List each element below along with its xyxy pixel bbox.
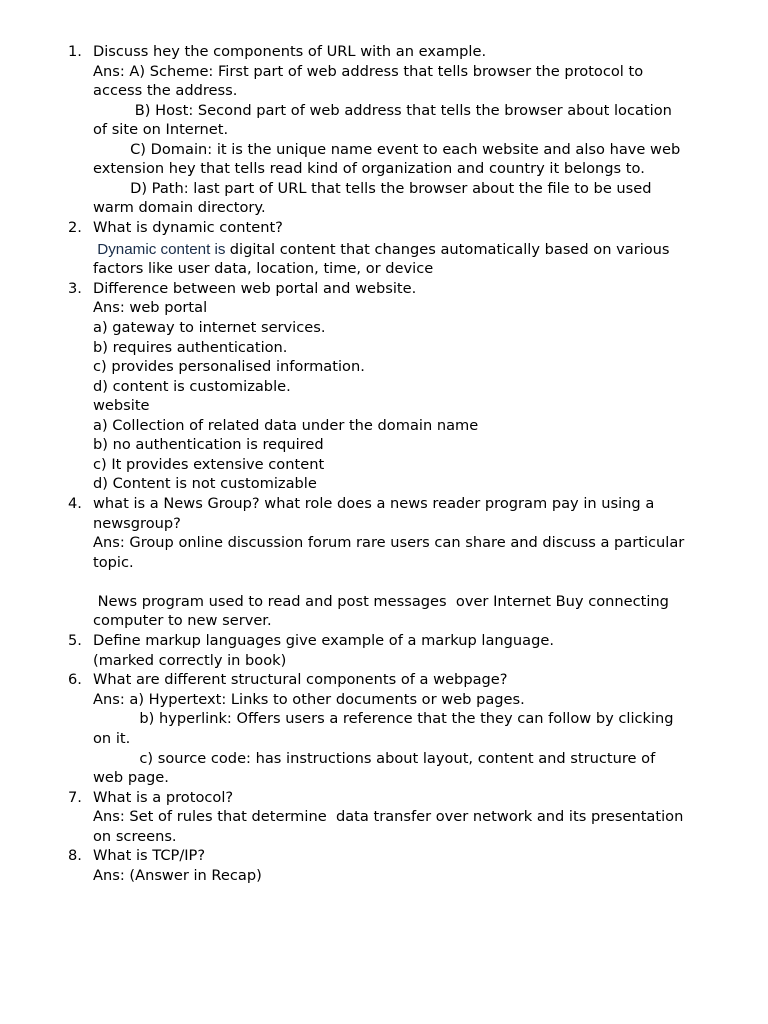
answer-text: d) Content is not customizable [93,475,317,492]
question-text: Difference between web portal and website. [93,280,417,297]
answer-text: computer to new server. [93,612,272,629]
answer-text: b) no authentication is required [93,436,324,453]
answer-text: warm domain directory. [93,199,266,216]
answer-text: d) content is customizable. [93,378,291,395]
answer-text: Ans: (Answer in Recap) [93,867,262,884]
answer-text: C) Domain: it is the unique name event to each website and also have web [93,141,681,158]
question-text: Discuss hey the components of URL with an example. [93,43,487,60]
item-number: 2. [68,219,82,236]
question-text: What is a protocol? [93,789,234,806]
item-number: 5. [68,632,82,649]
item-number: 3. [68,280,82,297]
answer-text: a) Collection of related data under the domain name [93,417,479,434]
answer-text: web page. [93,769,169,786]
question-text: What is TCP/IP? [93,847,206,864]
answer-text: a) gateway to internet services. [93,319,326,336]
answer-text: on screens. [93,828,177,845]
question-text: Define markup languages give example of a markup language. [93,632,554,649]
question-text: What are different structural components of a webpage? [93,671,508,688]
answer-text: on it. [93,730,131,747]
highlighted-phrase: Dynamic content is [93,241,230,258]
answer-text: (marked correctly in book) [93,652,287,669]
answer-text: Ans: A) Scheme: First part of web address that tells browser the protocol to [93,63,644,80]
answer-text: b) hyperlink: Offers users a reference that the they can follow by clicking [93,710,674,727]
answer-text: Ans: a) Hypertext: Links to other documents or web pages. [93,691,525,708]
question-text: what is a News Group? what role does a news reader program pay in using a [93,495,655,512]
item-number: 8. [68,847,82,864]
answer-text: extension hey that tells read kind of organization and country it belongs to. [93,160,645,177]
answer-text: c) It provides extensive content [93,456,325,473]
item-number: 1. [68,43,82,60]
answer-text: News program used to read and post messages over Internet Buy connecting [93,593,669,610]
answer-text: D) Path: last part of URL that tells the browser about the file to be used [93,180,652,197]
answer-text: website [93,397,150,414]
answer-text: c) provides personalised information. [93,358,365,375]
answer-text: B) Host: Second part of web address that tells the browser about location [93,102,672,119]
answer-text: Ans: web portal [93,299,208,316]
answer-text: Ans: Group online discussion forum rare users can share and discuss a particular [93,534,685,551]
question-text: What is dynamic content? [93,219,283,236]
answer-text: access the address. [93,82,238,99]
answer-text: Ans: Set of rules that determine data transfer over network and its presentation [93,808,684,825]
item-number: 6. [68,671,82,688]
question-text: newsgroup? [93,515,181,532]
answer-text: topic. [93,554,134,571]
answer-text: factors like user data, location, time, or device [93,260,434,277]
item-number: 7. [68,789,82,806]
answer-text: b) requires authentication. [93,339,288,356]
item-number: 4. [68,495,82,512]
answer-text: of site on Internet. [93,121,229,138]
answer-line [93,240,670,260]
answer-text: c) source code: has instructions about layout, content and structure of [93,750,656,767]
answer-text: digital content that changes automatically based on various [229,241,670,258]
